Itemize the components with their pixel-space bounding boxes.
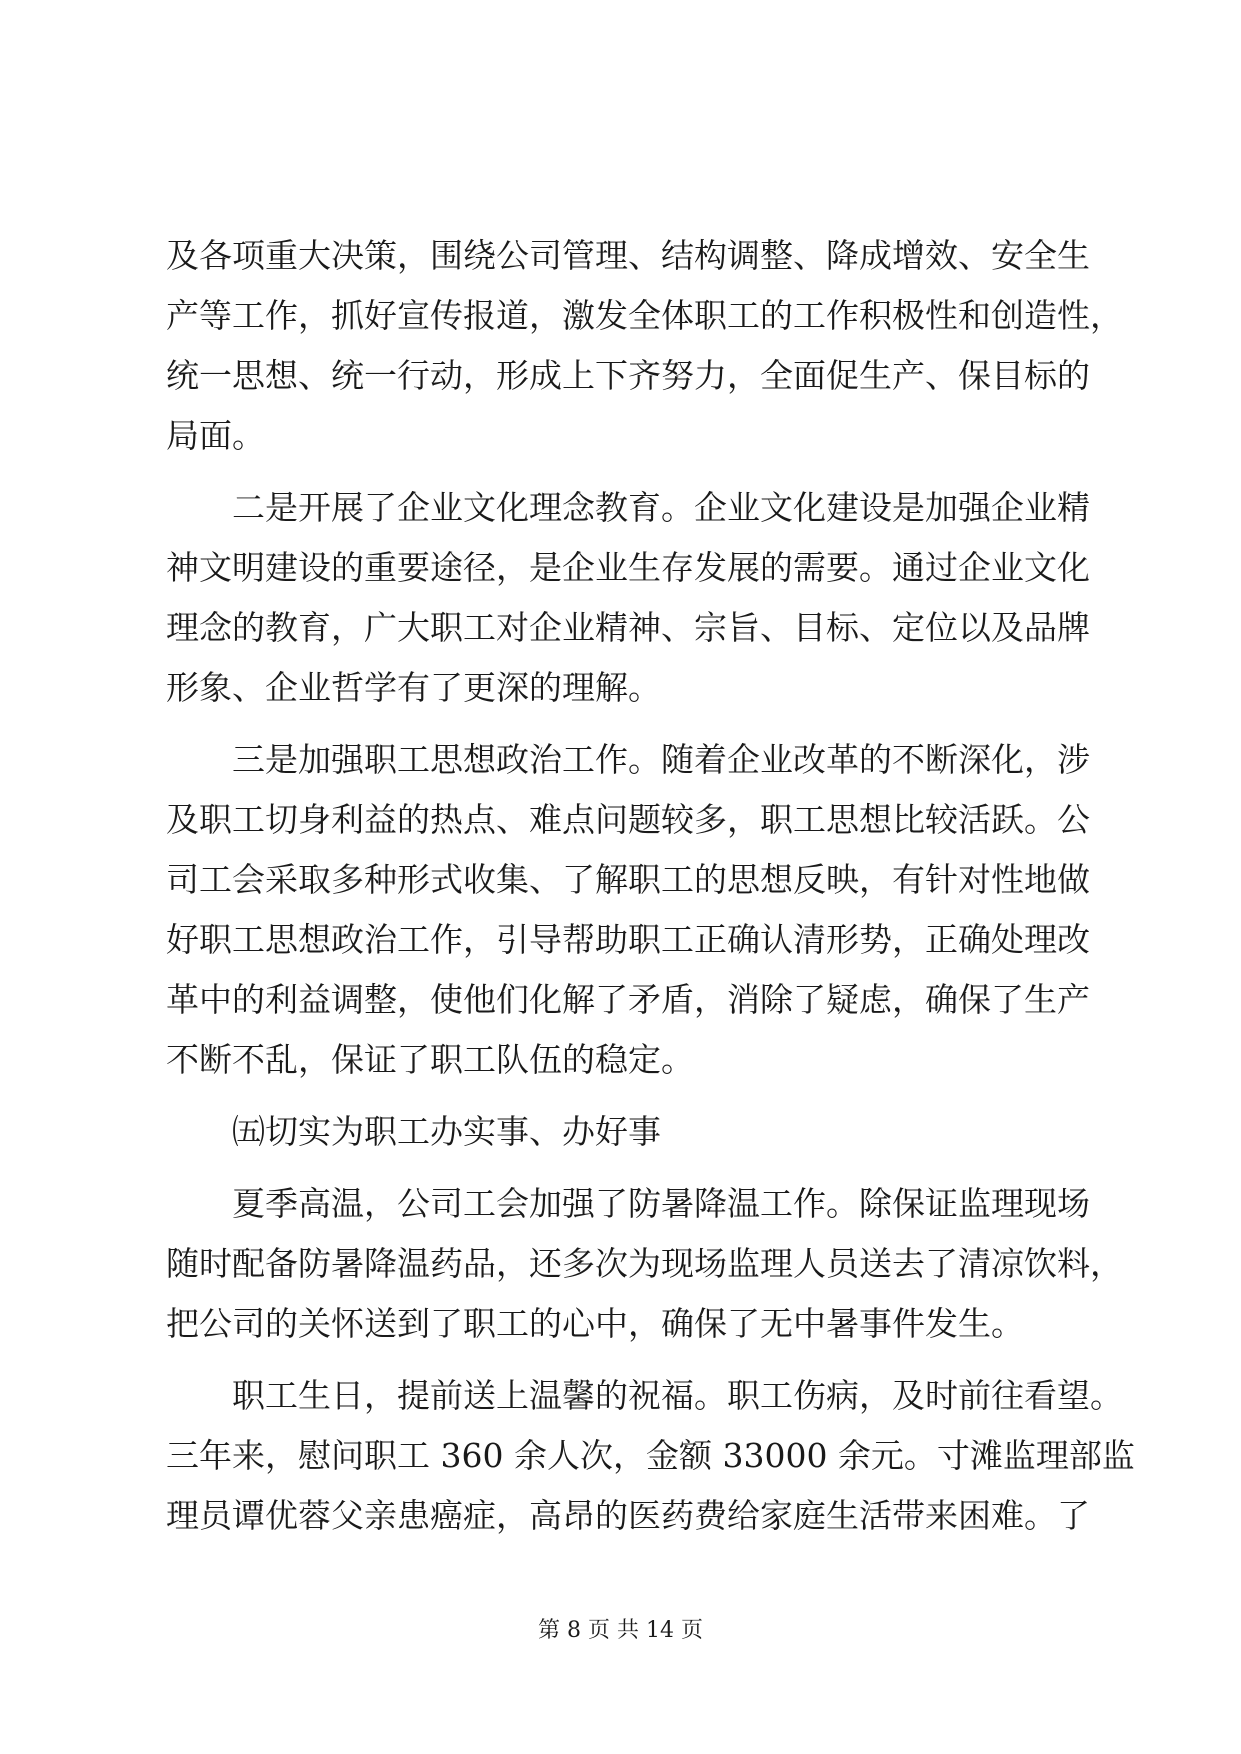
text-line: 夏季高温，公司工会加强了防暑降温工作。除保证监理现场 bbox=[232, 1184, 1090, 1223]
paragraph bbox=[166, 226, 1123, 466]
page-footer: 第 8 页 共 14 页 bbox=[538, 1618, 703, 1643]
paragraph bbox=[166, 478, 1090, 718]
text-line: 好职工思想政治工作，引导帮助职工正确认清形势，正确处理改 bbox=[166, 920, 1090, 959]
text-line: 及各项重大决策，围绕公司管理、结构调整、降成增效、安全生 bbox=[166, 236, 1090, 275]
text-line: 产等工作，抓好宣传报道，激发全体职工的工作积极性和创造性， bbox=[166, 296, 1123, 335]
text-line: 神文明建设的重要途径，是企业生存发展的需要。通过企业文化 bbox=[166, 548, 1090, 587]
text-line: 理员谭优蓉父亲患癌症，高昂的医药费给家庭生活带来困难。了 bbox=[166, 1496, 1090, 1535]
text-line: 二是开展了企业文化理念教育。企业文化建设是加强企业精 bbox=[232, 488, 1090, 527]
text-line: 理念的教育，广大职工对企业精神、宗旨、目标、定位以及品牌 bbox=[166, 608, 1090, 647]
text-line: 及职工切身利益的热点、难点问题较多，职工思想比较活跃。公 bbox=[166, 800, 1090, 839]
text-line: 职工生日，提前送上温馨的祝福。职工伤病，及时前往看望。 bbox=[232, 1376, 1123, 1415]
paragraph bbox=[166, 730, 1090, 1090]
text-line: 三是加强职工思想政治工作。随着企业改革的不断深化，涉 bbox=[232, 740, 1090, 779]
paragraph bbox=[166, 1366, 1135, 1546]
paragraph bbox=[166, 1102, 1076, 1162]
document-body bbox=[166, 226, 1135, 1558]
text-line: 随时配备防暑降温药品，还多次为现场监理人员送去了清凉饮料， bbox=[166, 1244, 1123, 1283]
text-line: 局面。 bbox=[166, 416, 265, 455]
paragraph bbox=[166, 1174, 1123, 1354]
text-line: 不断不乱，保证了职工队伍的稳定。 bbox=[166, 1040, 694, 1079]
text-line: 革中的利益调整，使他们化解了矛盾，消除了疑虑，确保了生产 bbox=[166, 980, 1090, 1019]
text-line: ㈤切实为职工办实事、办好事 bbox=[232, 1112, 661, 1151]
text-line: 把公司的关怀送到了职工的心中，确保了无中暑事件发生。 bbox=[166, 1304, 1024, 1343]
text-line: 统一思想、统一行动，形成上下齐努力，全面促生产、保目标的 bbox=[166, 356, 1090, 395]
text-line: 司工会采取多种形式收集、了解职工的思想反映，有针对性地做 bbox=[166, 860, 1090, 899]
text-line: 三年来，慰问职工 360 余人次，金额 33000 余元。寸滩监理部监 bbox=[166, 1436, 1135, 1475]
text-line: 形象、企业哲学有了更深的理解。 bbox=[166, 668, 661, 707]
